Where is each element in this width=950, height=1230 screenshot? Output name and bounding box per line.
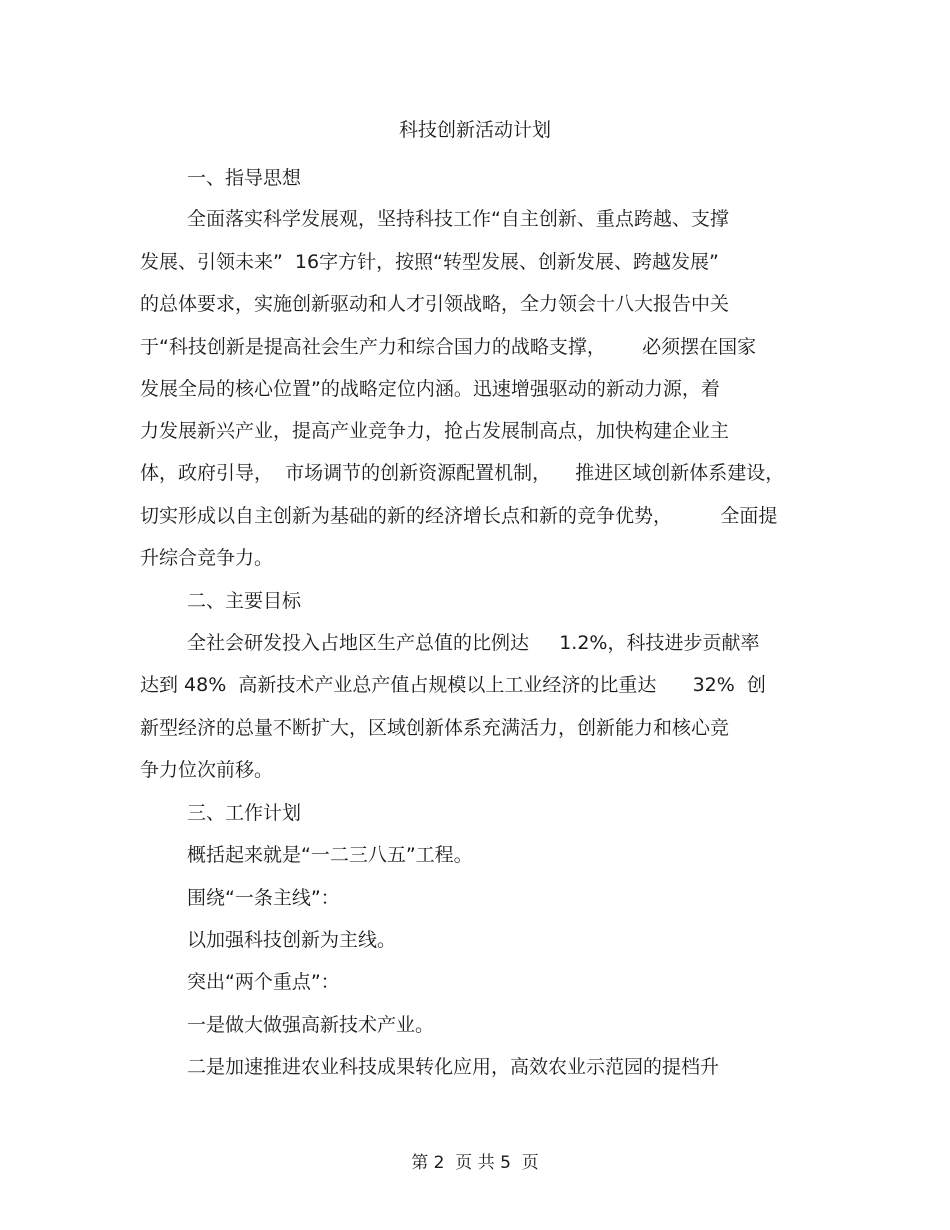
paragraph-line: 体，政府引导， 市场调节的创新资源配置机制， 推进区域创新体系建设， xyxy=(140,462,785,484)
paragraph-line: 争力位次前移。 xyxy=(140,759,274,781)
paragraph-line: 全社会研发投入占地区生产总值的比例达 1.2%，科技进步贡献率 xyxy=(187,632,760,654)
paragraph-line: 新型经济的总量不断扩大，区域创新体系充满活力，创新能力和核心竞 xyxy=(140,717,730,739)
page-number-footer: 第 2 页 共 5 页 xyxy=(411,1153,539,1173)
paragraph-line: 概括起来就是“一二三八五”工程。 xyxy=(187,844,473,866)
paragraph-line: 全面落实科学发展观，坚持科技工作“自主创新、重点跨越、支撑 xyxy=(187,208,729,230)
document-title: 科技创新活动计划 xyxy=(398,119,551,141)
paragraph-line: 一是做大做强高新技术产业。 xyxy=(187,1014,435,1036)
paragraph-line: 发展、引领未来” 16字方针，按照“转型发展、创新发展、跨越发展” xyxy=(140,251,719,273)
section-heading-work-plan: 三、工作计划 xyxy=(187,802,302,824)
paragraph-line: 二是加速推进农业科技成果转化应用，高效农业示范园的提档升 xyxy=(187,1056,720,1078)
section-heading-guiding-ideology: 一、指导思想 xyxy=(187,167,302,189)
paragraph-line: 突出“两个重点”： xyxy=(187,971,340,993)
paragraph-line: 以加强科技创新为主线。 xyxy=(187,929,397,951)
paragraph-line: 发展全局的核心位置”的战略定位内涵。迅速增强驱动的新动力源，着 xyxy=(140,378,720,400)
paragraph-line: 围绕“一条主线”： xyxy=(187,887,340,909)
paragraph-line: 切实形成以自主创新为基础的新的经济增长点和新的竞争优势， 全面提 xyxy=(140,505,778,527)
paragraph-line: 升综合竞争力。 xyxy=(140,547,274,569)
paragraph-line: 于“科技创新是提高社会生产力和综合国力的战略支撑， 必须摆在国家 xyxy=(140,336,757,358)
paragraph-line: 的总体要求，实施创新驱动和人才引领战略，全力领会十八大报告中关 xyxy=(140,293,730,315)
section-heading-main-goals: 二、主要目标 xyxy=(187,590,302,612)
paragraph-line: 达到 48% 高新技术产业总产值占规模以上工业经济的比重达 32% 创 xyxy=(140,674,766,696)
paragraph-line: 力发展新兴产业，提高产业竞争力，抢占发展制高点，加快构建企业主 xyxy=(140,420,730,442)
